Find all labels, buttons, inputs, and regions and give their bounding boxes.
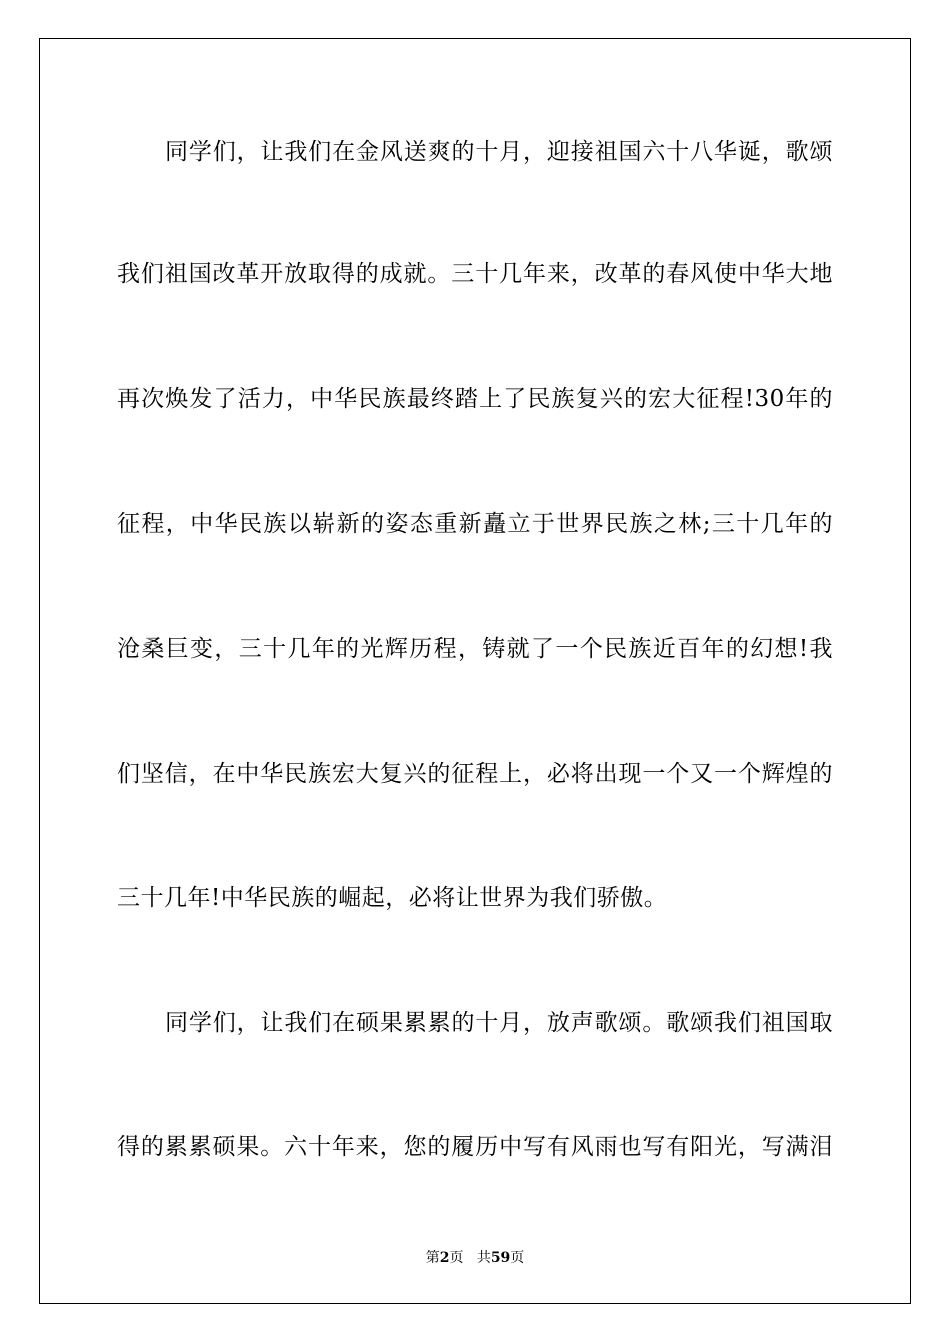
page-footer [0, 1248, 950, 1268]
page-number-suffix: 页 [449, 1250, 464, 1266]
paragraph-1-line-6: 们坚信，在中华民族宏大复兴的征程上，必将出现一个又一个辉煌的 [117, 761, 833, 787]
total-pages: 59 [490, 1250, 511, 1266]
paragraph-2-line-2: 得的累累硕果。六十年来，您的履历中写有风雨也写有阳光，写满泪 [117, 1134, 833, 1160]
page-number: 2 [439, 1250, 450, 1266]
paragraph-1-line-2: 我们祖国改革开放取得的成就。三十几年来，改革的春风使中华大地 [117, 261, 833, 287]
paragraph-2-line-1: 同学们，让我们在硕果累累的十月，放声歌颂。歌颂我们祖国取 [165, 1010, 833, 1036]
paragraph-1-line-7: 三十几年!中华民族的崛起，必将让世界为我们骄傲。 [117, 885, 668, 911]
total-pages-prefix: 共 [476, 1250, 491, 1266]
paragraph-1-line-5: 沧桑巨变，三十几年的光辉历程，铸就了一个民族近百年的幻想!我 [117, 636, 833, 662]
page-frame [39, 38, 911, 1304]
paragraph-1-line-3: 再次焕发了活力，中华民族最终踏上了民族复兴的宏大征程!30年的 [117, 386, 833, 412]
page-number-prefix: 第 [425, 1250, 440, 1266]
paragraph-1-line-4: 征程，中华民族以崭新的姿态重新矗立于世界民族之林;三十几年的 [117, 511, 833, 537]
paragraph-1-line-1: 同学们，让我们在金风送爽的十月，迎接祖国六十八华诞，歌颂 [165, 139, 833, 165]
total-pages-suffix: 页 [510, 1250, 525, 1266]
